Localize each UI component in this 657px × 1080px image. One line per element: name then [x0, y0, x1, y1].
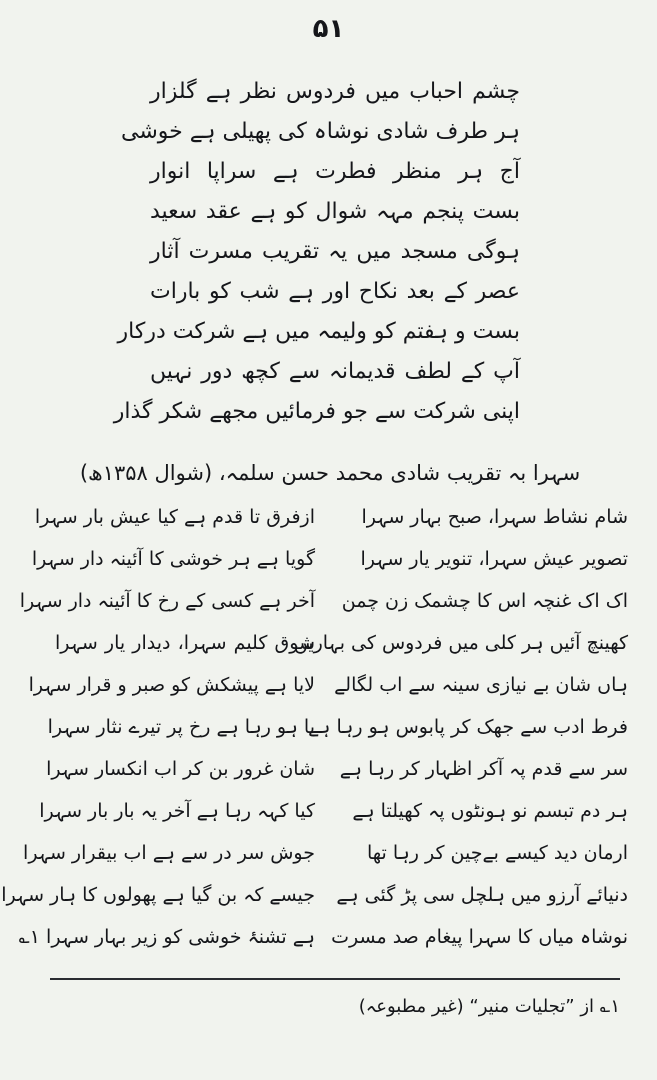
- verse-line: شام نشاط سہرا، صبح بہار سہرا: [361, 506, 628, 528]
- verse-line: ارمان دید کیسے بےچین کر رہا تھا: [366, 842, 628, 864]
- verse-line: کیا کہہ رہا ہے آخر یہ بار بار سہرا: [39, 800, 315, 822]
- verse-line: دنیائے آرزو میں ہلچل سی پڑ گئی ہے: [336, 884, 628, 906]
- verse-line: تصویر عیش سہرا، تنویر یار سہرا: [360, 548, 628, 570]
- verse-line: ہر طرف شادی نوشاہ کی پھیلی ہے خوشی: [121, 119, 520, 144]
- verse-line: عصر کے بعد نکاح اور ہے شب کو بارات: [150, 279, 520, 304]
- verse-line: ہے تشنۂ خوشی کو زیر بہار سہرا ۱؎: [18, 926, 315, 948]
- verse-line: نوشاہ میاں کا سہرا پیغام صد مسرت: [331, 926, 628, 948]
- verse-line: فرط ادب سے جھک کر پابوس ہو رہا ہے: [308, 716, 628, 738]
- verse-line: یا ہو رہا ہے رخ پر تیرے نثار سہرا: [47, 716, 315, 738]
- verse-line: چشم احباب میں فردوس نظر ہے گلزار: [150, 79, 520, 104]
- page-number: ۵۱: [312, 14, 345, 44]
- verse-line: ہاں شان بے نیازی سینہ سے اب لگالے: [334, 674, 628, 696]
- verse-line: گویا ہے ہر خوشی کا آئینہ دار سہرا: [31, 548, 315, 570]
- verse-line: آج ہر منظر فطرت ہے سراپا انوار: [150, 159, 520, 184]
- verse-line: آپ کے لطف قدیمانہ سے کچھ دور نہیں: [150, 359, 520, 384]
- verse-line: جیسے کہ بن گیا ہے پھولوں کا ہار سہرا: [1, 884, 315, 906]
- sehra-right-column: [293, 496, 628, 958]
- verse-line: ازفرق تا قدم ہے کیا عیش بار سہرا: [34, 506, 315, 528]
- footnote: ۱؎ از ”تجلیات منیر“ (غیر مطبوعہ): [358, 996, 620, 1017]
- sehra-left-column: [1, 496, 315, 958]
- verse-line: لایا ہے پیشکش کو صبر و قرار سہرا: [28, 674, 315, 696]
- verse-line: ہر دم تبسم نو ہونٹوں پہ کھیلتا ہے: [352, 800, 628, 822]
- poem-stanza: [113, 72, 520, 432]
- verse-line: اک اک غنچہ اس کا چشمک زن چمن: [341, 590, 628, 612]
- verse-line: ہوگی مسجد میں یہ تقریب مسرت آثار: [150, 239, 520, 264]
- verse-line: کھینچ آئیں ہر کلی میں فردوس کی بہاریں: [293, 632, 628, 654]
- sehra-heading: سہرا بہ تقریب شادی محمد حسن سلمہ، (شوال ۱۳۵۸ھ): [79, 461, 581, 485]
- verse-line: آخر ہے کسی کے رخ کا آئینہ دار سہرا: [19, 590, 315, 612]
- verse-line: شوق کلیم سہرا، دیدار یار سہرا: [55, 632, 315, 654]
- footnote-divider: [50, 978, 620, 980]
- verse-line: سر سے قدم پہ آکر اظہار کر رہا ہے: [339, 758, 628, 780]
- verse-line: جوش سر در سے ہے اب بیقرار سہرا: [23, 842, 315, 864]
- verse-line: بست و ہفتم کو ولیمہ میں ہے شرکت درکار: [117, 319, 520, 344]
- verse-line: بست پنجم مہہ شوال کو ہے عقد سعید: [150, 199, 520, 224]
- verse-line: شان غرور بن کر اب انکسار سہرا: [46, 758, 315, 780]
- verse-line: اپنی شرکت سے جو فرمائیں مجھے شکر گذار: [113, 399, 520, 424]
